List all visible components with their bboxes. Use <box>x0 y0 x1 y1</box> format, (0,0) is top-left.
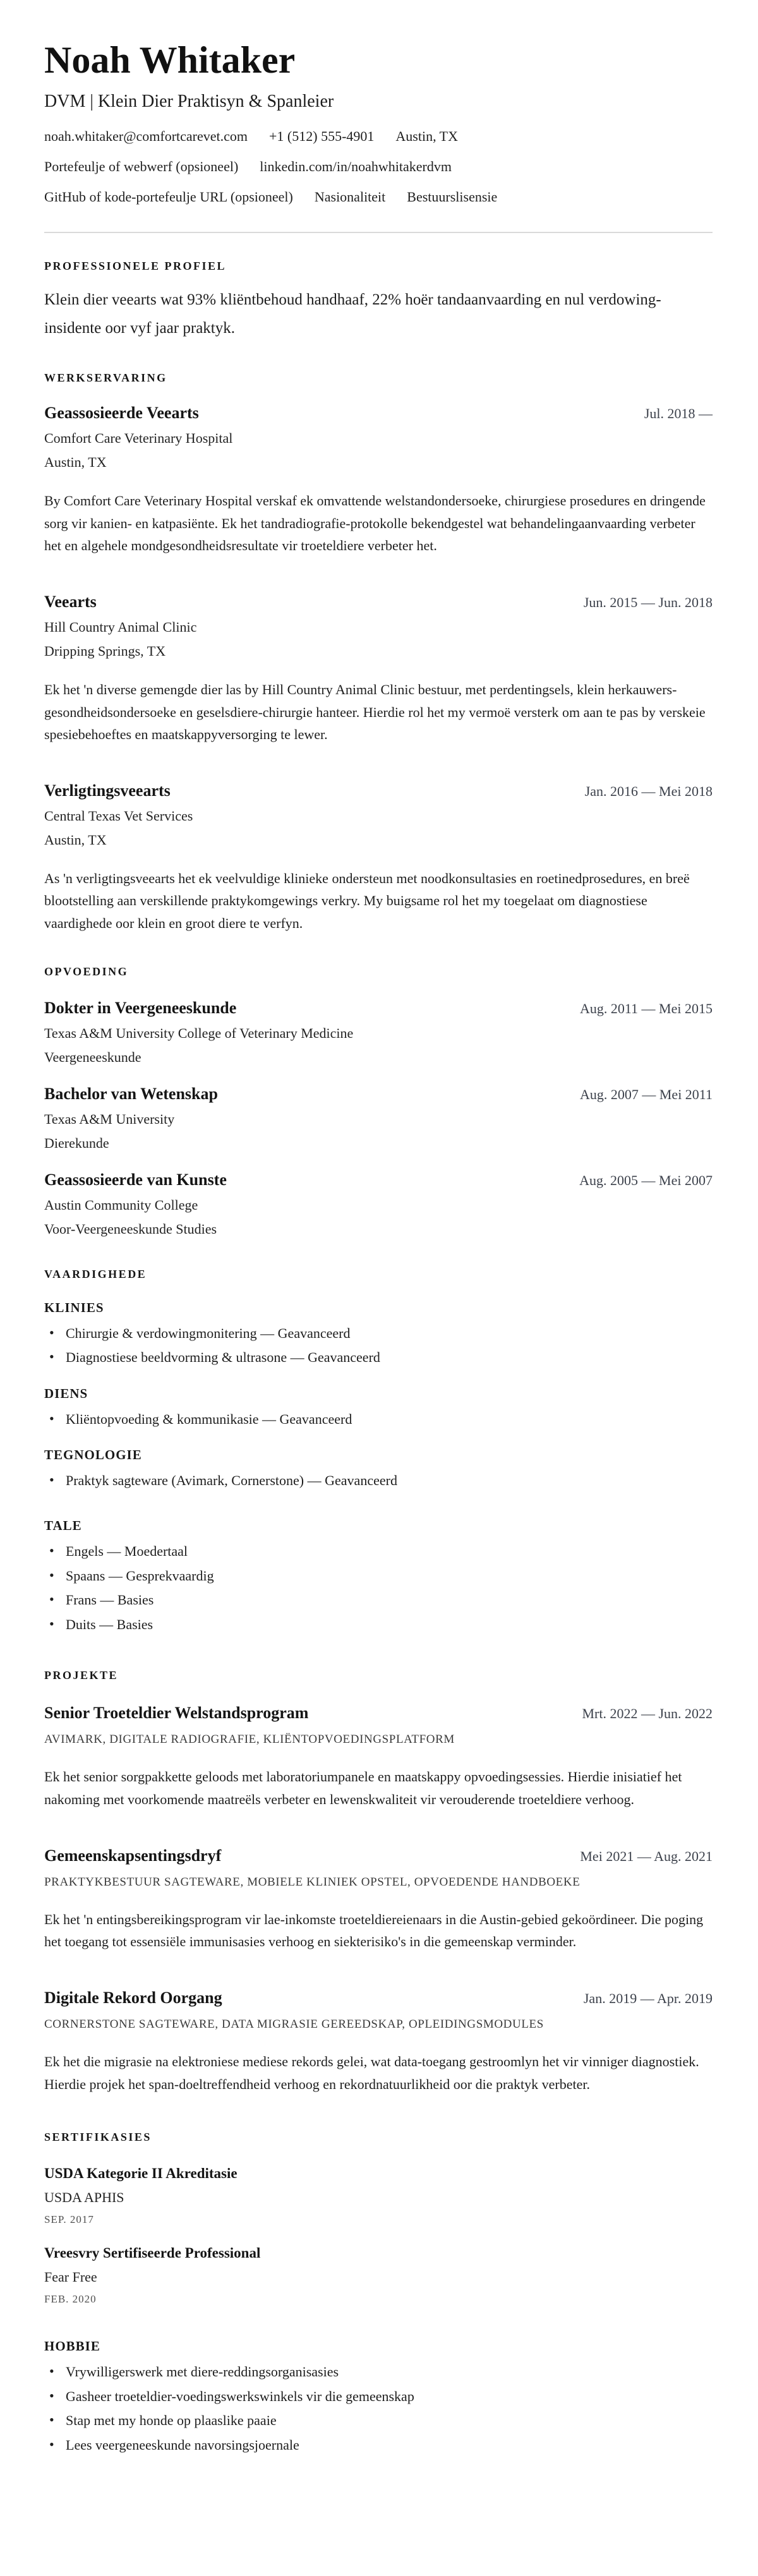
skill-list <box>44 1472 713 1490</box>
project-tags: CORNERSTONE SAGTEWARE, DATA MIGRASIE GEREEDSKAP, OPLEIDINGSMODULES <box>44 2017 544 2031</box>
degree-dates: Aug. 2005 — Mei 2007 <box>579 1172 713 1188</box>
language-item: • Engels — Moedertaal <box>44 1543 713 1561</box>
project-tags: AVIMARK, DIGITALE RADIOGRAFIE, KLIËNTOPVOEDINGSPLATFORM <box>44 1733 455 1747</box>
person-name: Noah Whitaker <box>44 39 296 81</box>
resume-header <box>44 40 713 233</box>
work-entry-header <box>44 781 713 800</box>
job-company: Hill Country Animal Clinic <box>44 618 197 635</box>
certification-title: USDA Kategorie II Akreditasie <box>44 2165 238 2182</box>
contact-row-3 <box>44 189 713 205</box>
project-title: Digitale Rekord Oorgang <box>44 1988 222 2007</box>
phone-value: +1 (512) 555-4901 <box>269 128 375 144</box>
project-entry <box>44 1846 713 1953</box>
project-description: Ek het die migrasie na elektroniese mediese rekords gelei, wat data-toegang gestroomlyn het vir vinniger diagnostiek. Hierdie projek het span-doeltreffendheid verhoog en rekordnatuurlikheid oor die praktyk verbeter. <box>44 2053 699 2092</box>
job-description: By Comfort Care Veterinary Hospital verskaf ek omvattende welstandondersoeke, chirurgiese prosedures en dringende sorg vir kanien- en katpasiënte. Ek het tandradiografie-protokolle bekendgestel wat behandelingaanvaarding verbeter het en algehele mondgesondheidsresultate vir troeteldiere verbeter het. <box>44 493 706 554</box>
language-item: • Spaans — Gesprekvaardig <box>44 1567 713 1586</box>
projects-heading: PROJEKTE <box>44 1669 119 1682</box>
skill-item: • Chirurgie & verdowingmonitering — Geavanceerd <box>44 1325 713 1343</box>
project-description: Ek het 'n entingsbereikingsprogram vir lae-inkomste troeteldiereienaars in die Austin-gebied gekoördineer. Die poging het toegang tot essensiële immunisasies verhoog en siekterisiko's in die gemeenskap verminder. <box>44 1911 704 1950</box>
skills-heading: VAARDIGHEDE <box>44 1267 147 1280</box>
job-title: Geassosieerde Veearts <box>44 404 199 422</box>
skill-list <box>44 1325 713 1367</box>
language-item: • Duits — Basies <box>44 1616 713 1634</box>
project-entry-header <box>44 1989 713 2007</box>
contact-row-2 <box>44 159 713 175</box>
education-entry <box>44 1085 713 1152</box>
job-dates: Jul. 2018 — <box>644 406 713 421</box>
project-dates: Mei 2021 — Aug. 2021 <box>580 1848 713 1864</box>
certification-entry <box>44 2245 713 2306</box>
certification-issuer: Fear Free <box>44 2269 97 2285</box>
education-entry-header <box>44 1171 713 1189</box>
nationality-label: Nasionaliteit <box>314 189 386 205</box>
job-title: Verligtingsveearts <box>44 781 171 800</box>
skill-item: • Diagnostiese beeldvorming & ultrasone — Geavanceerd <box>44 1349 713 1367</box>
degree-dates: Aug. 2007 — Mei 2011 <box>579 1086 713 1102</box>
header-divider <box>44 232 713 233</box>
project-dates: Mrt. 2022 — Jun. 2022 <box>582 1706 713 1722</box>
project-entry-header <box>44 1704 713 1723</box>
hobby-list <box>44 2363 713 2454</box>
field-of-study: Voor-Veergeneeskunde Studies <box>44 1220 217 1237</box>
project-dates: Jan. 2019 — Apr. 2019 <box>583 1990 713 2006</box>
job-dates: Jun. 2015 — Jun. 2018 <box>583 594 713 610</box>
field-of-study: Dierekunde <box>44 1135 109 1151</box>
field-of-study: Veergeneeskunde <box>44 1049 141 1065</box>
school-name: Texas A&M University College of Veterinary Medicine <box>44 1025 354 1041</box>
hobby-item: • Stap met my honde op plaaslike paaie <box>44 2412 713 2430</box>
skill-item: • Praktyk sagteware (Avimark, Cornerstone) — Geavanceerd <box>44 1472 713 1490</box>
languages-heading: TALE <box>44 1518 82 1533</box>
section-hobbies <box>44 2338 713 2454</box>
project-entry <box>44 1989 713 2095</box>
portfolio-placeholder: Portefeulje of webwerf (opsioneel) <box>44 159 239 174</box>
language-list <box>44 1543 713 1634</box>
section-education <box>44 965 713 1237</box>
job-dates: Jan. 2016 — Mei 2018 <box>584 783 713 799</box>
project-entry <box>44 1704 713 1810</box>
certifications-heading: SERTIFIKASIES <box>44 2131 152 2144</box>
skill-group-heading: DIENS <box>44 1385 88 1401</box>
skill-item: • Kliëntopvoeding & kommunikasie — Geavanceerd <box>44 1411 713 1429</box>
school-name: Texas A&M University <box>44 1110 175 1127</box>
language-item: • Frans — Basies <box>44 1591 713 1610</box>
project-title: Gemeenskapsentingsdryf <box>44 1846 222 1865</box>
degree-title: Dokter in Veergeneeskunde <box>44 998 237 1017</box>
certification-issuer: USDA APHIS <box>44 2189 124 2206</box>
job-description: As 'n verligtingsveearts het ek veelvuldige klinieke ondersteun met noodkonsultasies en roetinedprosedures, en breë blootstelling aan verskillende praktykomgewings verkry. My buigsame rol het my toegelaat om diagnostiese vaardighede oor klein en groot diere te verfyn. <box>44 870 690 931</box>
job-description: Ek het 'n diverse gemengde dier las by Hill Country Animal Clinic bestuur, met perdentingsels, klein herkauwers-gesondheidsondersoeke en geselsdiere-chirurgie hanteer. Hierdie rol het my vermoë versterk om aan te pas by verskeie spesiebehoeftes en maatskappyversorging te lewer. <box>44 681 706 743</box>
section-skills <box>44 1268 713 1490</box>
education-heading: OPVOEDING <box>44 965 129 978</box>
job-title: Veearts <box>44 592 97 611</box>
work-entry <box>44 404 713 557</box>
job-company: Comfort Care Veterinary Hospital <box>44 430 233 446</box>
certification-title: Vreesvry Sertifiseerde Professional <box>44 2245 261 2261</box>
work-entry <box>44 593 713 746</box>
project-entry-header <box>44 1846 713 1865</box>
education-entry <box>44 999 713 1066</box>
education-entry-header <box>44 1085 713 1104</box>
hobbies-heading: HOBBIE <box>44 2338 100 2354</box>
linkedin-value: linkedin.com/in/noahwhitakerdvm <box>260 159 452 174</box>
skill-list <box>44 1411 713 1429</box>
github-placeholder: GitHub of kode-portefeulje URL (opsioneel) <box>44 189 293 205</box>
degree-title: Geassosieerde van Kunste <box>44 1170 227 1189</box>
school-name: Austin Community College <box>44 1196 198 1213</box>
contact-row-1 <box>44 128 713 145</box>
education-entry <box>44 1171 713 1237</box>
job-company: Central Texas Vet Services <box>44 807 193 824</box>
skill-group-heading: TEGNOLOGIE <box>44 1447 142 1463</box>
hobby-item: • Lees veergeneeskunde navorsingsjoernale <box>44 2436 713 2455</box>
project-description: Ek het senior sorgpakkette geloods met laboratoriumpanele en maatskappy opvoedingsessies. Hierdie inisiatief het nakoming met voorkomende maatreëls verbeter en lewenskwaliteit vir verouderende troeteldiere verhoog. <box>44 1769 682 1807</box>
hobby-item: • Vrywilligerswerk met diere-reddingsorganisasies <box>44 2363 713 2381</box>
work-heading: WERKSERVARING <box>44 371 167 384</box>
section-languages <box>44 1518 713 1634</box>
resume-page <box>44 40 713 2455</box>
location-value: Austin, TX <box>395 128 459 144</box>
profile-heading: PROFESSIONELE PROFIEL <box>44 260 227 272</box>
work-entry <box>44 781 713 935</box>
job-location: Dripping Springs, TX <box>44 642 166 659</box>
profile-summary: Klein dier veearts wat 93% kliëntbehoud handhaaf, 22% hoër tandaanvaarding en nul verdowing-insidente oor vyf jaar praktyk. <box>44 291 661 337</box>
person-title: DVM | Klein Dier Praktisyn & Spanleier <box>44 92 334 111</box>
project-title: Senior Troeteldier Welstandsprogram <box>44 1704 309 1723</box>
email-value: noah.whitaker@comfortcarevet.com <box>44 128 248 144</box>
project-tags: PRAKTYKBESTUUR SAGTEWARE, MOBIELE KLINIEK OPSTEL, OPVOEDENDE HANDBOEKE <box>44 1875 581 1889</box>
section-work-experience <box>44 371 713 935</box>
work-entry-header <box>44 404 713 423</box>
section-profile <box>44 260 713 342</box>
degree-title: Bachelor van Wetenskap <box>44 1084 218 1103</box>
certification-date: FEB. 2020 <box>44 2293 97 2306</box>
work-entry-header <box>44 593 713 611</box>
certification-entry <box>44 2165 713 2226</box>
degree-dates: Aug. 2011 — Mei 2015 <box>579 1000 713 1016</box>
section-projects <box>44 1669 713 2095</box>
certification-date: SEP. 2017 <box>44 2213 94 2226</box>
section-certifications <box>44 2131 713 2306</box>
skill-group-heading: KLINIES <box>44 1299 104 1315</box>
drivers-license-label: Bestuurslisensie <box>407 189 498 205</box>
job-location: Austin, TX <box>44 454 107 470</box>
hobby-item: • Gasheer troeteldier-voedingswerkswinkels vir die gemeenskap <box>44 2388 713 2406</box>
job-location: Austin, TX <box>44 831 107 848</box>
education-entry-header <box>44 999 713 1018</box>
